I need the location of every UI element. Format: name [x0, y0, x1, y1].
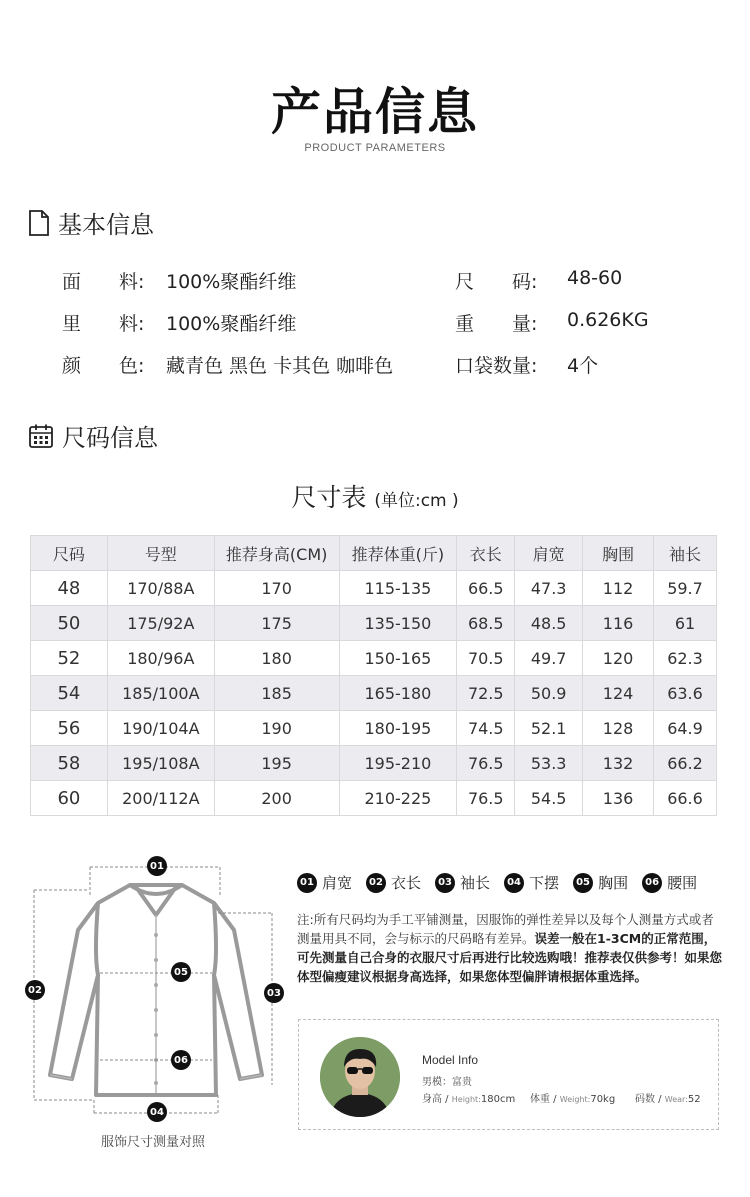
table-cell: 175 [214, 606, 339, 641]
table-header-cell: 衣长 [457, 536, 515, 571]
table-header-cell: 胸围 [583, 536, 654, 571]
calendar-icon [28, 423, 54, 449]
table-cell: 170/88A [107, 571, 214, 606]
table-cell: 175/92A [107, 606, 214, 641]
table-header-cell: 肩宽 [515, 536, 583, 571]
model-size [635, 1090, 701, 1105]
table-cell: 200/112A [107, 781, 214, 816]
model-size-label: 码数 / [635, 1094, 662, 1105]
table-cell: 49.7 [515, 641, 583, 676]
table-row [31, 781, 717, 816]
basic-info-title: 基本信息 [58, 211, 154, 239]
model-height-value: 180cm [480, 1094, 516, 1105]
model-avatar [320, 1037, 400, 1117]
table-cell: 64.9 [654, 711, 717, 746]
table-cell: 180-195 [339, 711, 457, 746]
table-cell: 54 [31, 676, 108, 711]
table-cell: 53.3 [515, 746, 583, 781]
table-cell: 165-180 [339, 676, 457, 711]
table-cell: 136 [583, 781, 654, 816]
page-title: 产品信息 [271, 83, 479, 141]
table-cell: 58 [31, 746, 108, 781]
table-cell: 62.3 [654, 641, 717, 676]
model-weight-value: 70kg [590, 1094, 616, 1105]
size-table-title-text: 尺寸表 [291, 483, 367, 512]
info-key: 口袋数量: [455, 355, 538, 377]
size-info-heading [28, 418, 158, 453]
model-height-label: 身高 / [422, 1094, 449, 1105]
table-cell: 190 [214, 711, 339, 746]
table-cell: 68.5 [457, 606, 515, 641]
model-weight-label: 体重 / [530, 1094, 557, 1105]
table-cell: 76.5 [457, 781, 515, 816]
table-cell: 112 [583, 571, 654, 606]
table-cell: 132 [583, 746, 654, 781]
table-row [31, 606, 717, 641]
measurement-legend [297, 872, 697, 893]
table-cell: 61 [654, 606, 717, 641]
table-header-row [31, 536, 717, 571]
table-cell: 47.3 [515, 571, 583, 606]
table-row [31, 711, 717, 746]
legend-item [573, 872, 628, 893]
table-cell: 180 [214, 641, 339, 676]
info-value: 100%聚酯纤维 [166, 271, 297, 293]
size-info-title: 尺码信息 [62, 424, 158, 452]
legend-badge: 06 [642, 873, 662, 893]
table-cell: 66.2 [654, 746, 717, 781]
table-cell: 170 [214, 571, 339, 606]
legend-item [297, 872, 352, 893]
table-cell: 116 [583, 606, 654, 641]
legend-label: 腰围 [667, 874, 698, 892]
marker-02: 02 [25, 980, 45, 1000]
table-cell: 60 [31, 781, 108, 816]
table-cell: 50 [31, 606, 108, 641]
document-icon [28, 210, 50, 236]
table-cell: 66.6 [654, 781, 717, 816]
measurement-note [297, 910, 722, 986]
info-row-fabric [62, 267, 296, 294]
info-key: 颜 色: [62, 355, 145, 377]
table-row [31, 571, 717, 606]
table-header-cell: 尺码 [31, 536, 108, 571]
note-bold-text: 误差一般在1-3CM的正常范围，可先测量自己合身的衣服尺寸后再进行比较选购哦！推荐表仅供参考！如果您体型偏瘦建议根据身高选择，如果您体型偏胖请根据体重选择。 [297, 931, 723, 984]
table-cell: 74.5 [457, 711, 515, 746]
legend-badge: 02 [366, 873, 386, 893]
marker-06: 06 [171, 1050, 191, 1070]
table-header-cell: 袖长 [654, 536, 717, 571]
legend-badge: 03 [435, 873, 455, 893]
legend-label: 下摆 [529, 874, 560, 892]
marker-04: 04 [147, 1102, 167, 1122]
table-cell: 210-225 [339, 781, 457, 816]
info-row-weight [455, 309, 649, 336]
info-value: 0.626KG [567, 309, 649, 331]
info-row-color [62, 351, 393, 378]
table-cell: 190/104A [107, 711, 214, 746]
marker-01: 01 [147, 856, 167, 876]
table-header-cell: 推荐体重(斤) [339, 536, 457, 571]
table-cell: 72.5 [457, 676, 515, 711]
table-row [31, 746, 717, 781]
info-row-size [455, 267, 622, 294]
model-info-title: Model Info [422, 1053, 479, 1067]
table-cell: 76.5 [457, 746, 515, 781]
marker-03: 03 [264, 983, 284, 1003]
model-weight [530, 1090, 615, 1105]
basic-info-heading [28, 205, 154, 240]
table-cell: 195-210 [339, 746, 457, 781]
legend-badge: 04 [504, 873, 524, 893]
shirt-outline-icon [28, 855, 278, 1115]
table-cell: 59.7 [654, 571, 717, 606]
table-cell: 200 [214, 781, 339, 816]
table-header-cell: 推荐身高(CM) [214, 536, 339, 571]
size-table-title [0, 478, 750, 514]
table-cell: 185 [214, 676, 339, 711]
table-cell: 66.5 [457, 571, 515, 606]
info-key: 尺 码: [455, 271, 538, 293]
model-size-value: 52 [687, 1094, 701, 1105]
table-cell: 52.1 [515, 711, 583, 746]
info-key: 重 量: [455, 313, 538, 335]
size-table [30, 535, 717, 816]
table-cell: 52 [31, 641, 108, 676]
model-height-en: Height: [451, 1095, 481, 1104]
legend-label: 胸围 [598, 874, 629, 892]
legend-item [504, 872, 559, 893]
legend-item [366, 872, 421, 893]
legend-label: 袖长 [460, 874, 491, 892]
table-row [31, 676, 717, 711]
table-cell: 128 [583, 711, 654, 746]
legend-label: 肩宽 [322, 874, 353, 892]
info-row-lining [62, 309, 296, 336]
diagram-caption: 服饰尺寸测量对照 [100, 1135, 205, 1150]
table-cell: 56 [31, 711, 108, 746]
model-height [422, 1090, 515, 1105]
info-row-pockets [455, 351, 598, 378]
info-key: 里 料: [62, 313, 145, 335]
model-name: 男模：富贵 [422, 1077, 472, 1088]
table-header-cell: 号型 [107, 536, 214, 571]
table-cell: 135-150 [339, 606, 457, 641]
legend-item [435, 872, 490, 893]
legend-badge: 05 [573, 873, 593, 893]
table-cell: 120 [583, 641, 654, 676]
table-cell: 150-165 [339, 641, 457, 676]
marker-05: 05 [171, 962, 191, 982]
table-cell: 54.5 [515, 781, 583, 816]
info-value: 100%聚酯纤维 [166, 313, 297, 335]
legend-item [642, 872, 697, 893]
table-cell: 63.6 [654, 676, 717, 711]
model-weight-en: Weight: [559, 1095, 591, 1104]
table-cell: 50.9 [515, 676, 583, 711]
shirt-measurement-diagram [28, 855, 281, 1118]
legend-badge: 01 [297, 873, 317, 893]
table-cell: 180/96A [107, 641, 214, 676]
table-cell: 195 [214, 746, 339, 781]
table-cell: 115-135 [339, 571, 457, 606]
table-cell: 195/108A [107, 746, 214, 781]
size-table-unit: (单位:cm ) [374, 491, 459, 511]
table-cell: 70.5 [457, 641, 515, 676]
page-subtitle: PRODUCT PARAMETERS [304, 142, 446, 154]
table-cell: 48.5 [515, 606, 583, 641]
table-cell: 124 [583, 676, 654, 711]
info-value: 藏青色 黑色 卡其色 咖啡色 [166, 355, 394, 377]
model-size-en: Wear: [664, 1095, 688, 1104]
table-cell: 185/100A [107, 676, 214, 711]
info-key: 面 料: [62, 271, 145, 293]
info-value: 48-60 [567, 267, 623, 289]
note-normal-text: 注:所有尺码均为手工平铺测量，因服饰的弹性差异以及每个人测量方式或者测量用具不同，会与标示的尺码略有差异。 [297, 912, 714, 946]
table-cell: 48 [31, 571, 108, 606]
info-value: 4个 [567, 355, 599, 377]
table-row [31, 641, 717, 676]
legend-label: 衣长 [391, 874, 422, 892]
